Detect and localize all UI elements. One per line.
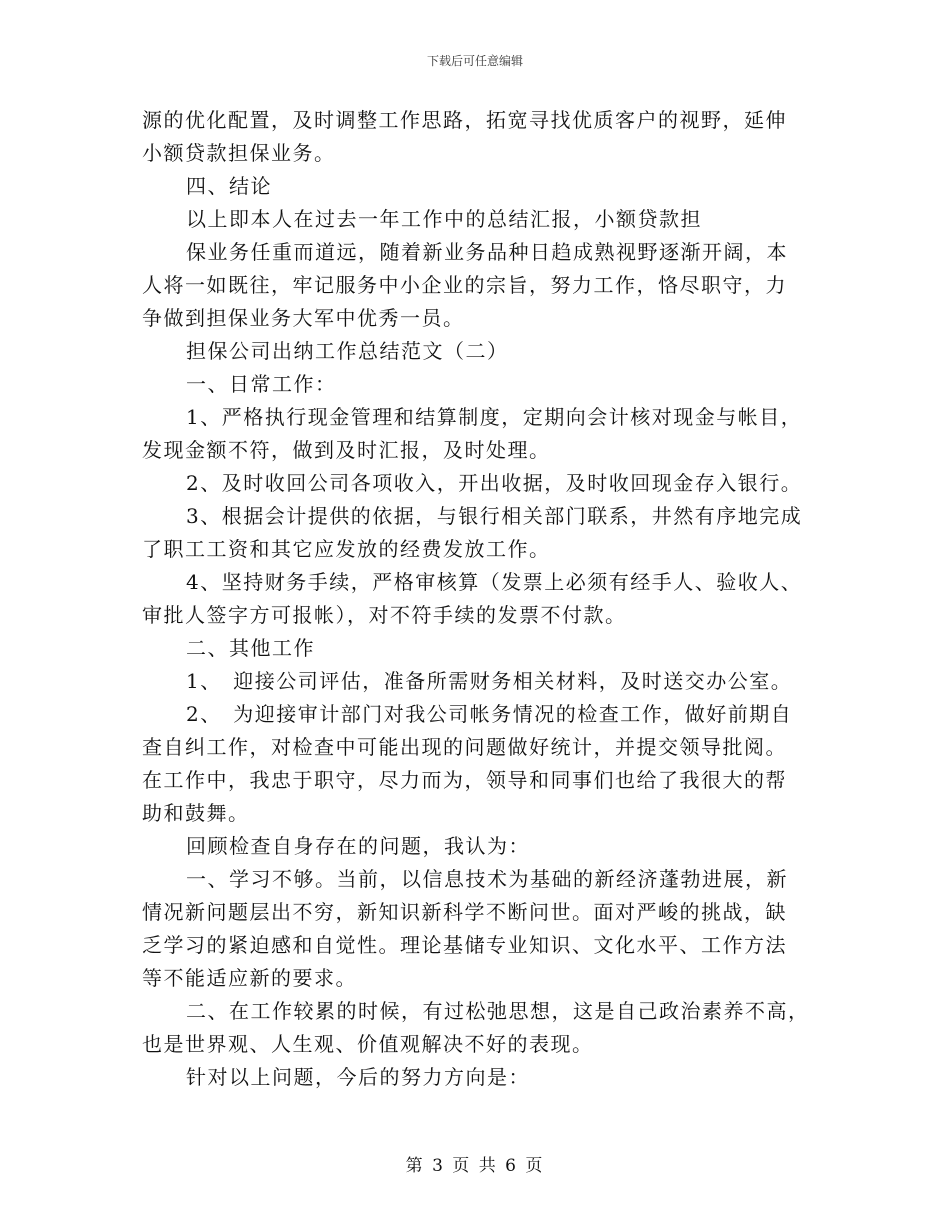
section-heading: 一、日常工作： — [186, 372, 337, 396]
body-line: 以上即本人在过去一年工作中的总结汇报，小额贷款担 — [186, 207, 702, 231]
page-header: 下载后可任意编辑 — [426, 54, 523, 68]
body-line: 2、及时收回公司各项收入，开出收据，及时收回现金存入银行。 — [186, 471, 803, 495]
body-line: 争做到担保业务大军中优秀一员。 — [142, 306, 465, 330]
page-footer: 第 3 页 共 6 页 — [405, 1156, 545, 1176]
document-body — [142, 104, 810, 1094]
body-line: 在工作中，我忠于职守，尽力而为，领导和同事们也给了我很大的帮 — [142, 768, 787, 792]
body-line: 针对以上问题，今后的努力方向是： — [186, 1065, 530, 1089]
section-heading: 四、结论 — [186, 174, 272, 198]
document-subtitle: 担保公司出纳工作总结范文（二） — [186, 339, 509, 363]
body-line: 审批人签字方可报帐），对不符手续的发票不付款。 — [142, 603, 627, 627]
body-line: 源的优化配置，及时调整工作思路，拓宽寻找优质客户的视野，延伸 — [142, 108, 787, 132]
body-line: 助和鼓舞。 — [142, 801, 250, 825]
section-heading: 二、其他工作 — [186, 636, 315, 660]
body-line: 了职工工资和其它应发放的经费发放工作。 — [142, 537, 551, 561]
body-line: 4、坚持财务手续，严格审核算（发票上必须有经手人、验收人、 — [186, 570, 803, 594]
body-line: 人将一如既往，牢记服务中小企业的宗旨，努力工作，恪尽职守，力 — [142, 273, 787, 297]
body-line: 等不能适应新的要求。 — [142, 966, 357, 990]
body-line: 也是世界观、人生观、价值观解决不好的表现。 — [142, 1032, 594, 1056]
body-line: 发现金额不符，做到及时汇报，及时处理。 — [142, 438, 551, 462]
body-line: 查自纠工作，对检查中可能出现的问题做好统计，并提交领导批阅。 — [142, 735, 787, 759]
body-line: 2、 为迎接审计部门对我公司帐务情况的检查工作，做好前期自 — [186, 702, 793, 726]
body-line: 情况新问题层出不穷，新知识新科学不断问世。面对严峻的挑战，缺 — [142, 900, 787, 924]
body-line: 1、严格执行现金管理和结算制度，定期向会计核对现金与帐目， — [186, 405, 803, 429]
body-line: 保业务任重而道远，随着新业务品种日趋成熟视野逐渐开阔，本 — [186, 240, 788, 264]
body-line: 回顾检查自身存在的问题，我认为： — [186, 834, 530, 858]
body-line: 3、根据会计提供的依据，与银行相关部门联系，井然有序地完成 — [186, 504, 803, 528]
body-line: 一、学习不够。当前，以信息技术为基础的新经济蓬勃进展，新 — [186, 867, 788, 891]
body-line: 1、 迎接公司评估，准备所需财务相关材料，及时送交办公室。 — [186, 669, 793, 693]
body-line: 乏学习的紧迫感和自觉性。理论基储专业知识、文化水平、工作方法 — [142, 933, 787, 957]
body-line: 二、在工作较累的时候，有过松弛思想，这是自己政治素养不高， — [186, 999, 810, 1023]
body-line: 小额贷款担保业务。 — [142, 141, 336, 165]
